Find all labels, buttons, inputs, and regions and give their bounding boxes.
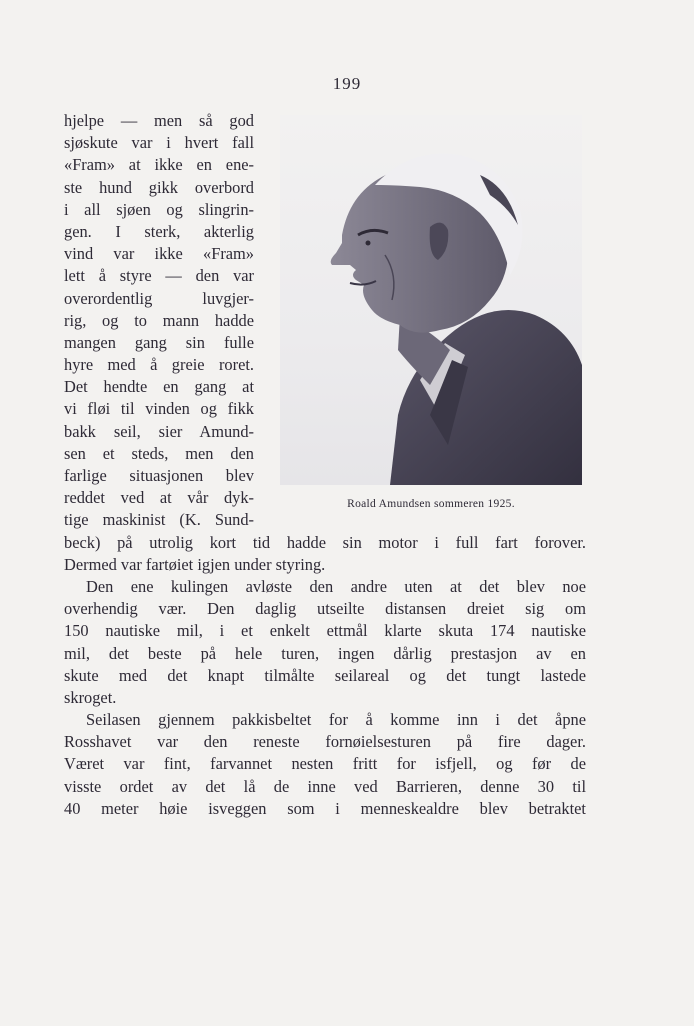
text-line: Dermed var fartøiet igjen under styring. — [64, 554, 326, 574]
body-text — [64, 110, 586, 820]
text-line: rig, og to mann hadde — [64, 310, 254, 330]
text-line: reddet ved at vår dyk- — [64, 488, 254, 508]
text-line: skroget. — [64, 687, 117, 707]
text-line: overhendig vær. Den daglig utseilte distansen dreiet sig om — [64, 599, 586, 619]
text-line: Været var fint, farvannet nesten fritt for isfjell, og før de — [64, 754, 586, 774]
text-line: overordentlig luvgjer- — [64, 288, 254, 308]
text-line: hyre med å greie roret. — [64, 355, 254, 375]
text-line: hjelpe — men så god — [64, 111, 254, 130]
text-line: Den ene kulingen avløste den andre uten at det blev noe — [86, 576, 586, 596]
text-line: lett å styre — den var — [64, 266, 254, 286]
text-line: vind var ikke «Fram» — [64, 244, 254, 264]
full-width-column — [64, 532, 586, 820]
text-line: tige maskinist (K. Sund- — [64, 510, 254, 530]
text-line: Rosshavet var den reneste fornøielsesturen på fire dager. — [64, 732, 586, 752]
text-line: sen et steds, men den — [64, 443, 254, 463]
text-line: vi fløi til vinden og fikk — [64, 399, 254, 419]
text-line: farlige situasjonen blev — [64, 466, 254, 485]
text-line: 40 meter høie isveggen som i menneskealdre blev betraktet — [64, 798, 586, 818]
text-line: sjøskute var i hvert fall — [64, 133, 254, 153]
text-line: Seilasen gjennem pakkisbeltet for å komme inn i det åpne — [86, 710, 586, 730]
text-line: skute med det knapt tilmålte seilareal og det tungt lastede — [64, 665, 586, 685]
text-line: «Fram» at ikke en ene- — [64, 155, 254, 175]
text-line: mangen gang sin fulle — [64, 332, 254, 352]
text-line: visste ordet av det lå de inne ved Barrieren, denne 30 til — [64, 776, 586, 796]
text-line: Det hendte en gang at — [64, 377, 254, 397]
text-line: mil, det beste på hele turen, ingen dårlig prestasjon av en — [64, 643, 586, 663]
text-line: bakk seil, sier Amund- — [64, 421, 254, 441]
text-line: ste hund gikk overbord — [64, 177, 254, 197]
photo-caption: Roald Amundsen sommeren 1925. — [347, 498, 515, 510]
text-line: beck) på utrolig kort tid hadde sin motor i full fart forover. — [64, 532, 586, 552]
text-line: 150 nautiske mil, i et enkelt ettmål klarte skuta 174 nautiske — [64, 621, 586, 641]
narrow-column — [64, 110, 586, 532]
text-line: i all sjøen og slingrin- — [64, 199, 254, 219]
page-number: 199 — [332, 74, 362, 93]
text-line: gen. I sterk, akterlig — [64, 221, 254, 241]
